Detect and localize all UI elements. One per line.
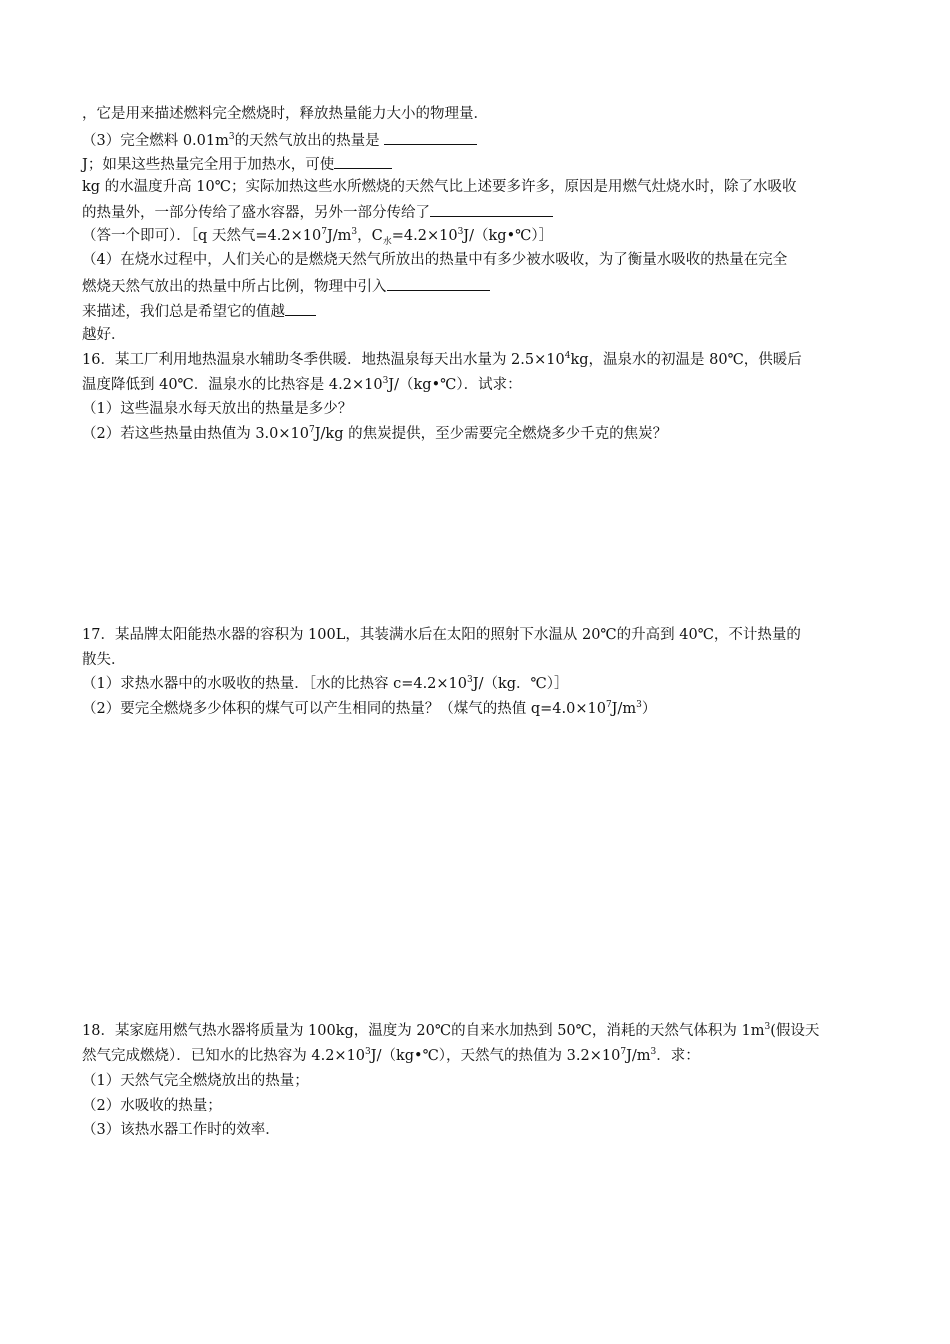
superscript: 7: [309, 425, 315, 436]
q15-text: 来描述，我们总是希望它的值越: [82, 304, 285, 320]
answer-blank[interactable]: [285, 300, 316, 316]
q18-line-3: [82, 1071, 309, 1091]
q15-text: 的热量外，一部分传给了盛水容器，另外一部分传给了: [82, 205, 430, 221]
q15-text: 的天然气放出的热量是: [234, 133, 385, 149]
q15-text: =4.2×10: [391, 228, 458, 244]
q16-text: （2）若这些热量由热值为 3.0×10: [82, 426, 309, 442]
q15-text: J；如果这些热量完全用于加热水，可使: [82, 157, 335, 173]
answer-blank[interactable]: [387, 275, 490, 291]
superscript: 3: [365, 1047, 371, 1058]
superscript: 3: [636, 700, 642, 711]
q15-line-9: [82, 300, 316, 322]
q15-line-3: [82, 153, 392, 175]
superscript: 7: [605, 700, 612, 711]
q15-line-6: [82, 226, 553, 246]
q18-text: 然气完成燃烧）．已知水的比热容为 4.2×10: [82, 1048, 366, 1064]
q15-line-4: [82, 177, 796, 197]
q15-text: J/m: [326, 228, 352, 244]
q15-line-7: [82, 250, 787, 270]
superscript: 7: [321, 227, 327, 238]
superscript: 7: [620, 1047, 627, 1058]
q17-text: ）: [641, 701, 657, 717]
q16-text: 16．某工厂利用地热温泉水辅助冬季供暖．地热温泉每天出水量为 2.5×10: [82, 352, 565, 368]
q15-line-10: [82, 325, 126, 345]
q16-line-2: [82, 375, 522, 395]
q16-text: （1）这些温泉水每天放出的热量是多少？: [82, 401, 353, 417]
q15-text: ，C: [357, 228, 383, 244]
q15-text: J/（kg•℃）］: [463, 228, 554, 244]
q15-text: （答一个即可）．［q 天然气=4.2×10: [82, 228, 322, 244]
answer-blank[interactable]: [384, 129, 477, 145]
q15-text: 燃烧天然气放出的热量中所占比例，物理中引入: [82, 279, 387, 295]
q18-text: （2）水吸收的热量；: [82, 1098, 222, 1114]
q18-text: (假设天: [770, 1023, 820, 1039]
q18-text: （1）天然气完全燃烧放出的热量；: [82, 1073, 309, 1089]
q15-text: kg 的水温度升高 10℃；实际加热这些水所燃烧的天然气比上述要多许多，原因是用燃气灶烧水时，除了水吸收: [82, 179, 797, 195]
q16-line-3: [82, 399, 352, 419]
q17-text: （2）要完全燃烧多少体积的煤气可以产生相同的热量？（煤气的热值 q=4.0×10: [82, 701, 606, 717]
q17-text: J/（kg．℃）］: [472, 676, 569, 692]
q18-text: J/m: [626, 1048, 651, 1064]
q16-text: J/（kg•℃）．试求：: [388, 377, 522, 393]
q18-text: ．求：: [656, 1048, 700, 1064]
q18-line-4: [82, 1096, 222, 1116]
q17-text: J/m: [611, 701, 637, 717]
q15-line-1: [82, 104, 488, 124]
answer-blank[interactable]: [430, 201, 553, 217]
q18-text: J/（kg•℃），天然气的热值为 3.2×10: [370, 1048, 621, 1064]
q17-line-2: [82, 650, 126, 670]
q17-line-1: [82, 625, 801, 645]
q17-text: 17．某品牌太阳能热水器的容积为 100L，其装满水后在太阳的照射下水温从 20℃的升高到 40℃，不计热量的: [82, 627, 801, 643]
q15-line-8: [82, 275, 490, 297]
q16-line-1: [82, 350, 802, 370]
superscript: 3: [382, 376, 389, 387]
superscript: 3: [467, 675, 473, 686]
superscript: 3: [764, 1022, 771, 1033]
superscript: 4: [564, 351, 571, 362]
q16-text: kg，温泉水的初温是 80℃，供暖后: [570, 352, 802, 368]
q18-line-1: [82, 1021, 819, 1041]
q16-text: 温度降低到 40℃．温泉水的比热容是 4.2×10: [82, 377, 383, 393]
q18-text: 18．某家庭用燃气热水器将质量为 100kg，温度为 20℃的自来水加热到 50℃，消耗的天然气体积为 1m: [82, 1023, 765, 1039]
superscript: 3: [457, 227, 464, 238]
superscript: 3: [228, 132, 235, 143]
q15-text: （3）完全燃料 0.01m: [82, 133, 229, 149]
superscript: 3: [650, 1047, 657, 1058]
q15-text: （4）在烧水过程中，人们关心的是燃烧天然气所放出的热量中有多少被水吸收，为了衡量水吸收的热量在完全: [82, 252, 788, 268]
q15-line-5: [82, 201, 553, 223]
answer-blank[interactable]: [334, 153, 392, 169]
q15-text: 越好．: [82, 327, 126, 343]
q15-line-2: [82, 129, 477, 151]
q18-text: （3）该热水器工作时的效率．: [82, 1122, 280, 1138]
q16-text: J/kg 的焦炭提供，至少需要完全燃烧多少千克的焦炭？: [314, 426, 668, 442]
q18-line-2: [82, 1046, 700, 1066]
q17-text: 散失．: [82, 652, 126, 668]
q17-line-4: [82, 699, 656, 719]
q15-text: ，它是用来描述燃料完全燃烧时，释放热量能力大小的物理量．: [82, 106, 488, 122]
subscript: 水: [382, 236, 392, 247]
q17-line-3: [82, 674, 569, 694]
superscript: 3: [351, 227, 358, 238]
q16-line-4: [82, 424, 667, 444]
q18-line-5: [82, 1120, 280, 1140]
q17-text: （1）求热水器中的水吸收的热量．［水的比热容 c=4.2×10: [82, 676, 468, 692]
